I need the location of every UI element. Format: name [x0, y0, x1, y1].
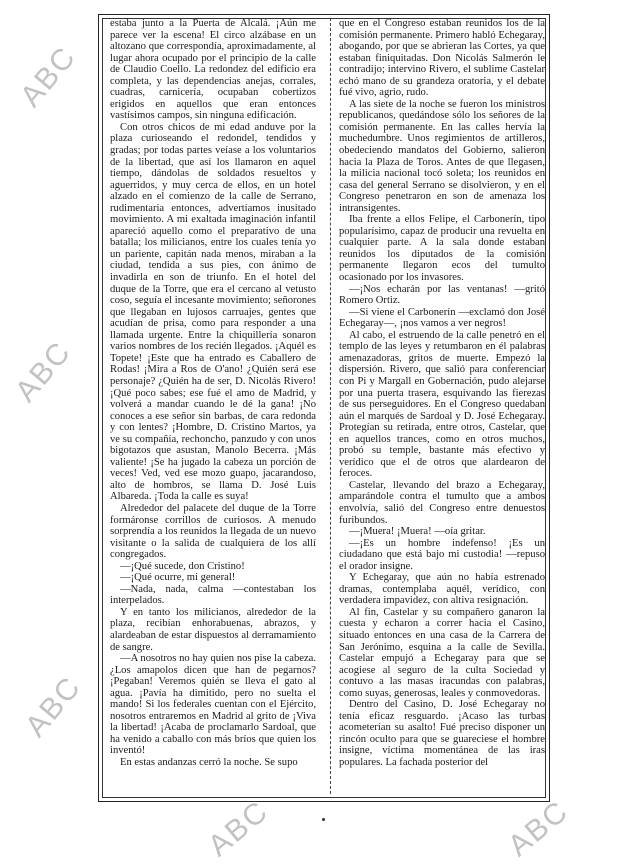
paragraph: —¡Qué ocurre, mi general!	[120, 572, 236, 584]
text-column-right	[339, 18, 545, 796]
paragraph: Castelar, llevando del brazo a Echegaray, amparándole contra el tumulto que a ambos envolvía, salió del Congreso entre denuestos furibundos.	[339, 479, 545, 526]
paragraph: —¡Es un hombre indefenso! ¡Es un ciudadano que está bajo mi custodia! —repuso el orador insigne.	[339, 537, 545, 572]
abc-watermark: ABC	[19, 670, 88, 744]
abc-watermark: ABC	[201, 794, 276, 864]
paragraph: —¡Qué sucede, don Cristino!	[120, 560, 245, 572]
abc-watermark: ABC	[14, 40, 83, 114]
paragraph: —¡Nos echarán por las ventanas! —gritó Romero Ortiz.	[339, 283, 545, 307]
paragraph: —¡Muera! ¡Muera! —oía gritar.	[349, 526, 486, 538]
paragraph: —Nada, nada, calma —contestaban los interpelados.	[110, 583, 316, 607]
paragraph: Alrededor del palacete del duque de la Torre formáronse corrillos de curiosos. A menudo sorprendía a los reunidos la llegada de un nuevo visitante o la salida de cualquiera de los allí congregados.	[110, 502, 316, 561]
text-column-left	[110, 18, 316, 796]
paragraph: En estas andanzas cerró la noche. Se supo	[120, 757, 298, 768]
paragraph: Y en tanto los milicianos, alrededor de la plaza, recibían enhorabuenas, abrazos, y alardeaban de estar dispuestos al derramamiento de sangre.	[110, 606, 316, 653]
paragraph: Al cabo, el estruendo de la calle penetró en el templo de las leyes y retumbaron en él palabras amenazadoras, gritos de muerte. Empezó la dispersión. Rivero, que salió para conferenciar con Pi y Margall en Gobernación, pudo alejarse por una puerta trasera, esquivando las fierezas de sus perseguidores. En el Congreso quedaban aún el marqués de Sardoal y D. José Echegaray. Protegían su retirada, entre otros, Castelar, que en aquellos trances, como en otros muchos, probó su temple, bastante más efectivo y verídico que el de otros que alardearon de feroces.	[339, 329, 545, 480]
paragraph: Y Echegaray, que aún no había estrenado dramas, contemplaba aquél, verídico, con verdadera impavidez, con altiva resignación.	[339, 572, 545, 607]
paragraph: estaba junto a la Puerta de Alcalá. ¡Aún me parece ver la escena! El circo alzábase en un altozano que correspondía, aproximadamente, al lugar ahora ocupado por el principio de la calle de Claudio Coello. La redondez del edificio era completa, y las dependencias anejas, corrales, cuadras, carnicería, ocupaban cobertizos erigidos en aquellos que eran entonces vastísimos campos, sin ninguna edificación.	[110, 18, 316, 122]
paragraph: Al fin, Castelar y su compañero ganaron la cuesta y echaron a correr hacia el Casino, situado entonces en una casa de la Carrera de San Jerónimo, esquina a la calle de Sevilla. Castelar empujó a Echegaray para que se acogiese al seguro de la culta Sociedad y contuvo a las masas iracundas con palabras, como suyas, generosas, leales y conmovedoras.	[339, 606, 545, 699]
paragraph: Con otros chicos de mi edad anduve por la plaza curioseando el redondel, tendidos y gradas; por todas partes veíase a los voluntarios de la libertad, que así los llamaron en aquel tiempo, dándolas de soldados resueltos y aguerridos, y muy cerca de ellos, en un hotel alzado en el comienzo de la calle de Serrano, rudimentaria entonces, advertíamos inusitado movimiento. A mi exaltada imaginación infantil apareció aquello como el preparativo de una batalla; los milicianos, entre los cuales tenía yo un pariente, capitán nada menos, miraban a la ciudad, tendida a sus pies, con ánimo de invadirla en son de triunfo. En el hotel del duque de la Torre, que era el cercano al vetusto coso, seguía el incesante movimiento; señorones que llegaban en lujosos carruajes, gentes que acudían de prisa, como para responder a una llamada urgente. Entre la chiquillería sonaron varios nombres de los recién llegados. ¡Aquél es Topete! ¡Este que ha entrado es Caballero de Rodas! ¡Mira a Ros de O'ano! ¿Quién será ese personaje? ¿Quién ha de ser, D. Nicolás Rivero! ¡Qué poco sabes; ese fué el amo de Madrid, y volverá a mandar cuando le dé la gana! ¡No conoces a ese señor sin barbas, de cara redonda y con lentes? ¡Hombre, D. Cristino Martos, ya ve su compañía, rechoncho, panzudo y con unos bigotazos que asustan, Manolo Becerra. ¡Más valiente! ¡Se ha jugado la cabeza un porción de veces! Ved, ved ese mozo guapo, jacarandoso, alto de hombros, se llama D. José Luis Albareda. ¡Toda la calle es suya!	[110, 121, 316, 503]
paragraph: Dentro del Casino, D. José Echegaray no tenía eficaz resguardo. ¡Acaso las turbas acometerían su asalto! Fué preciso disponer un rincón oculto para que se guareciese el hombre insigne, víctima momentánea de las iras populares. La fachada posterior del	[339, 699, 545, 768]
abc-watermark: ABC	[9, 335, 78, 409]
ink-dot	[322, 818, 325, 821]
paragraph: Iba frente a ellos Felipe, el Carbonerín, tipo popularísimo, capaz de producir una revuelta en cualquier parte. A la sala donde estaban reunidos los diputados de la comisión permanente llegaron ecos del tumulto ocasionado por los invasores.	[339, 214, 545, 284]
paragraph: A las siete de la noche se fueron los ministros republicanos, quedándose sólo los señores de la comisión permanente. En las calles hervía la muchedumbre. Unos regimientos de artilleros, obedeciendo mandatos del Gobierno, salieron hacia la Plaza de Toros. Antes de que llegasen, la milicia nacional tocó soleta; los reunidos en casa del general Serrano se disolvieron, y en el Congreso penetraron en son de amenaza los intransigentes.	[339, 98, 545, 214]
column-divider	[330, 18, 331, 794]
paragraph: —Si viene el Carbonerín —exclamó don José Echegaray—, ¡nos vamos a ver negros!	[339, 306, 545, 330]
paragraph: —A nosotros no hay quien nos pise la cabeza. ¿Los amapolos dicen que han de pegarnos? ¡Pegaban! Veremos quién se lleva el gato al agua. ¡Pavía ha dimitido, pero no suelta el mando! Si los federales cuentan con el Ejército, nosotros entraremos en Madrid al grito de ¡Viva la libertad! ¡Acaba de proclamarlo Sardoal, que ha venido a caballo con más bríos que quien los inventó!	[110, 653, 316, 757]
paragraph: que en el Congreso estaban reunidos los de la comisión permanente. Primero habló Echegaray, abogando, por que se abrieran las Cortes, ya que estaban finiquitadas. Don Nicolás Salmerón le contradijo; intervino Rivero, el sublime Castelar echó mano de su grandeza oratoria, y el debate fué vivo, agrio, rudo.	[339, 18, 545, 99]
abc-watermark: ABC	[501, 794, 576, 864]
